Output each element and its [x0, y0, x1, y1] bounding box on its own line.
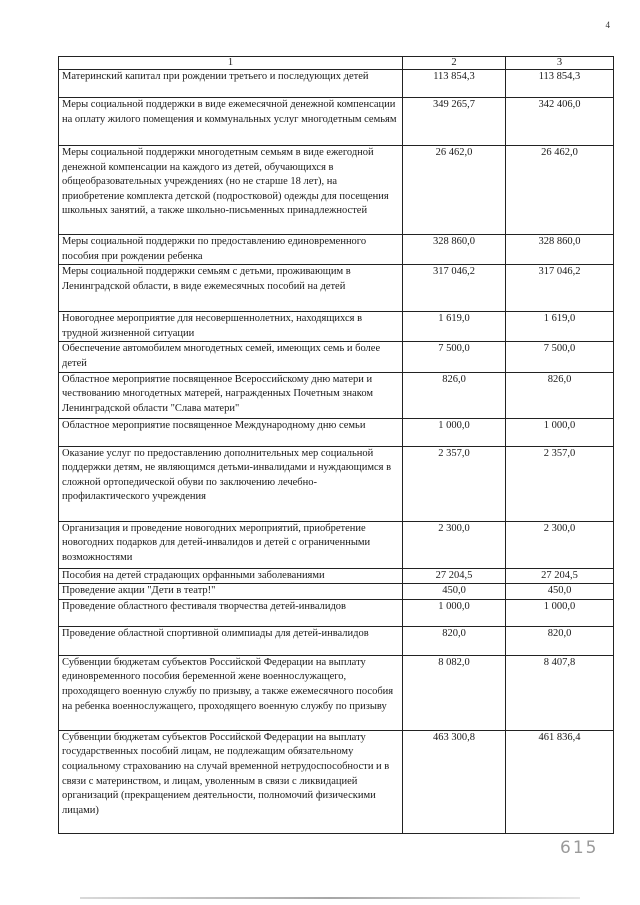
row-description: Меры социальной поддержки многодетным семьям в виде ежегодной денежной компенсации на каждого из детей, обучающихся в общеобразовательных учреждениях (но не старше 18 лет), на приобретение комплекта детской (подростковой) одежды для посещения школьных занятий, а также школьно-письменных принадлежностей — [59, 146, 403, 235]
row-value-3: 1 000,0 — [506, 599, 614, 626]
table-row — [59, 521, 614, 568]
row-value-3: 27 204,5 — [506, 568, 614, 584]
row-value-2: 1 000,0 — [403, 418, 506, 446]
row-value-2: 317 046,2 — [403, 265, 506, 312]
row-description: Меры социальной поддержки в виде ежемесячной денежной компенсации на оплату жилого помещения и коммунальных услуг многодетным семьям — [59, 98, 403, 146]
row-value-2: 820,0 — [403, 626, 506, 655]
table-row — [59, 446, 614, 521]
row-value-3: 450,0 — [506, 584, 614, 600]
row-description: Областное мероприятие посвященное Международному дню семьи — [59, 418, 403, 446]
row-value-2: 450,0 — [403, 584, 506, 600]
row-value-3: 7 500,0 — [506, 342, 614, 372]
table-row — [59, 730, 614, 833]
row-value-3: 342 406,0 — [506, 98, 614, 146]
table-row — [59, 235, 614, 265]
row-value-3: 328 860,0 — [506, 235, 614, 265]
table-row — [59, 98, 614, 146]
header-col-3: 3 — [506, 57, 614, 70]
scan-artifact-line — [80, 897, 580, 899]
row-description: Субвенции бюджетам субъектов Российской Федерации на выплату государственных пособий лицам, не подлежащим обязательному социальному страхованию на случай временной нетрудоспособности и в связи с материнством, и лицам, уволенным в связи с ликвидацией организаций (прекращением деятельности, полномочий физическими лицами) — [59, 730, 403, 833]
row-description: Проведение областного фестиваля творчества детей-инвалидов — [59, 599, 403, 626]
row-value-2: 27 204,5 — [403, 568, 506, 584]
table-row — [59, 584, 614, 600]
header-col-1: 1 — [59, 57, 403, 70]
row-value-2: 26 462,0 — [403, 146, 506, 235]
row-value-3: 2 300,0 — [506, 521, 614, 568]
row-description: Меры социальной поддержки семьям с детьми, проживающим в Ленинградской области, в виде ежемесячных пособий на детей — [59, 265, 403, 312]
row-description: Субвенции бюджетам субъектов Российской Федерации на выплату единовременного пособия беременной жене военнослужащего, проходящего военную службу по призыву, а также ежемесячного пособия на ребенка военнослужащего, проходящего военную службу по призыву — [59, 655, 403, 730]
table-row — [59, 265, 614, 312]
table-row — [59, 568, 614, 584]
table-row — [59, 626, 614, 655]
row-value-2: 7 500,0 — [403, 342, 506, 372]
table-row — [59, 599, 614, 626]
row-value-2: 2 300,0 — [403, 521, 506, 568]
row-value-3: 113 854,3 — [506, 70, 614, 98]
table-row — [59, 312, 614, 342]
row-description: Организация и проведение новогодних мероприятий, приобретение новогодних подарков для детей-инвалидов и детей с ограниченными возможностями — [59, 521, 403, 568]
table-row — [59, 372, 614, 418]
row-value-3: 26 462,0 — [506, 146, 614, 235]
row-value-3: 1 619,0 — [506, 312, 614, 342]
row-description: Материнский капитал при рождении третьего и последующих детей — [59, 70, 403, 98]
row-description: Пособия на детей страдающих орфанными заболеваниями — [59, 568, 403, 584]
row-value-2: 1 000,0 — [403, 599, 506, 626]
row-value-3: 461 836,4 — [506, 730, 614, 833]
row-value-3: 1 000,0 — [506, 418, 614, 446]
header-col-2: 2 — [403, 57, 506, 70]
row-description: Проведение акции "Дети в театр!" — [59, 584, 403, 600]
table-header-row — [59, 57, 614, 70]
table-row — [59, 342, 614, 372]
row-description: Проведение областной спортивной олимпиады для детей-инвалидов — [59, 626, 403, 655]
row-description: Обеспечение автомобилем многодетных семей, имеющих семь и более детей — [59, 342, 403, 372]
table-row — [59, 655, 614, 730]
data-table — [58, 56, 614, 834]
row-value-3: 2 357,0 — [506, 446, 614, 521]
row-description: Меры социальной поддержки по предоставлению единовременного пособия при рождении ребенка — [59, 235, 403, 265]
row-description: Оказание услуг по предоставлению дополнительных мер социальной поддержки детям, не являющимся детьми-инвалидами и нуждающимся в сложной ортопедической обуви по заключению лечебно-профилактического учреждения — [59, 446, 403, 521]
table-row — [59, 418, 614, 446]
page-number: 4 — [605, 20, 610, 30]
row-value-2: 826,0 — [403, 372, 506, 418]
table-row — [59, 70, 614, 98]
row-value-2: 1 619,0 — [403, 312, 506, 342]
row-value-2: 113 854,3 — [403, 70, 506, 98]
row-value-2: 463 300,8 — [403, 730, 506, 833]
row-description: Областное мероприятие посвященное Всероссийскому дню матери и чествованию многодетных матерей, награжденных Почетным знаком Ленинградской области "Слава матери" — [59, 372, 403, 418]
row-value-2: 349 265,7 — [403, 98, 506, 146]
row-value-2: 2 357,0 — [403, 446, 506, 521]
row-value-3: 8 407,8 — [506, 655, 614, 730]
row-value-3: 317 046,2 — [506, 265, 614, 312]
row-value-3: 820,0 — [506, 626, 614, 655]
row-description: Новогоднее мероприятие для несовершеннолетних, находящихся в трудной жизненной ситуации — [59, 312, 403, 342]
row-value-2: 328 860,0 — [403, 235, 506, 265]
row-value-3: 826,0 — [506, 372, 614, 418]
page-stamp: 615 — [560, 838, 599, 858]
table-row — [59, 146, 614, 235]
row-value-2: 8 082,0 — [403, 655, 506, 730]
